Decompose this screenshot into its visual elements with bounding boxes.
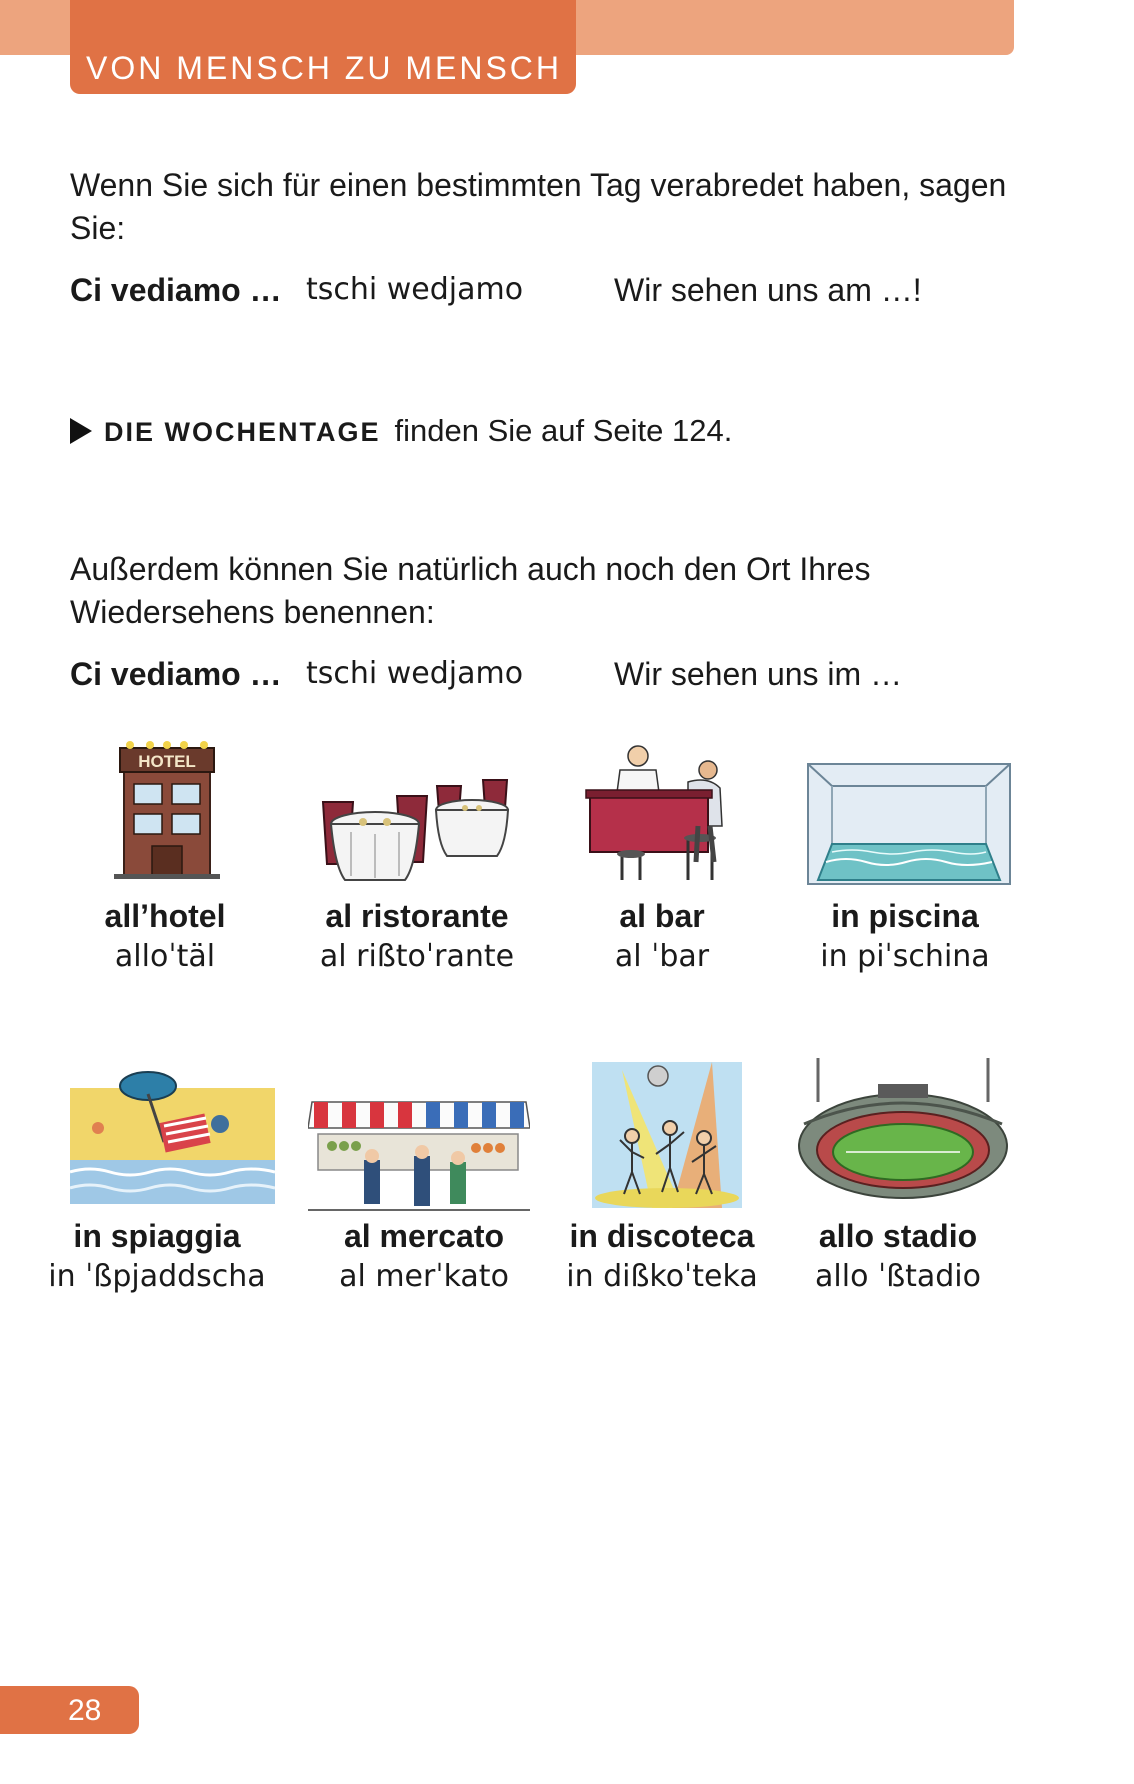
place-word: all’hotel: [104, 898, 226, 934]
reference-topic: DIE WOCHENTAGE: [104, 417, 381, 447]
market-icon: [308, 1098, 530, 1214]
page-number-tab: [0, 1686, 139, 1734]
arrow-right-icon: [70, 418, 92, 444]
phrase-german: Wir sehen uns am …!: [614, 272, 922, 308]
place-pronunciation: in ˈßpjaddscha: [48, 1259, 266, 1294]
place-pronunciation: allo ˈßtadio: [815, 1259, 981, 1294]
place-word: al mercato: [343, 1218, 505, 1254]
bar-icon: [580, 742, 730, 882]
place-word: al bar: [619, 898, 705, 934]
section-title: VON MENSCH ZU MENSCH: [86, 50, 563, 86]
place-caption: [309, 1218, 539, 1294]
phrase-pronunciation: tschi wedjamo: [306, 656, 524, 691]
place-caption: [302, 898, 532, 974]
place-word: in discoteca: [569, 1218, 755, 1254]
phrase-italian: Ci vediamo …: [70, 272, 282, 308]
place-word: in spiaggia: [73, 1218, 241, 1254]
restaurant-icon: [305, 752, 515, 884]
swimming-pool-icon: [806, 762, 1012, 888]
svg-text:HOTEL: HOTEL: [138, 752, 196, 771]
place-pronunciation: in piˈschina: [820, 939, 990, 974]
place-word: al ristorante: [325, 898, 509, 934]
place-caption: [547, 898, 777, 974]
place-word: in piscina: [831, 898, 979, 934]
hotel-icon: [110, 740, 225, 880]
place-caption: [547, 1218, 777, 1294]
place-caption: [42, 1218, 272, 1294]
place-pronunciation: al rißtoˈrante: [319, 939, 515, 974]
place-pronunciation: al merˈkato: [339, 1259, 509, 1294]
place-pronunciation: in dißkoˈteka: [566, 1259, 758, 1294]
phrase-pronunciation: tschi wedjamo: [306, 272, 524, 307]
phrase-row-2: [70, 656, 1070, 696]
place-word: allo stadio: [818, 1218, 978, 1254]
beach-icon: [70, 1068, 275, 1204]
intro-paragraph: Wenn Sie sich für einen bestimmten Tag verabredet haben, sagen Sie:: [70, 167, 1007, 246]
reference-text: finden Sie auf Seite 124.: [394, 413, 733, 448]
phrase-german: Wir sehen uns im …: [614, 656, 903, 692]
page-number: 28: [68, 1694, 102, 1727]
phrase-row: [70, 272, 1070, 312]
disco-icon: [592, 1062, 742, 1208]
phrase-italian: Ci vediamo …: [70, 656, 282, 692]
place-pronunciation: al ˈbar: [614, 939, 710, 974]
place-caption: [50, 898, 280, 974]
intro-paragraph-2: Außerdem können Sie natürlich auch noch den Ort Ihres Wiedersehens benennen:: [70, 551, 871, 630]
place-caption: [790, 898, 1020, 974]
place-pronunciation: alloˈtäl: [114, 939, 216, 974]
cross-reference: [70, 413, 732, 453]
stadium-icon: [794, 1054, 1012, 1206]
place-caption: [783, 1218, 1013, 1294]
